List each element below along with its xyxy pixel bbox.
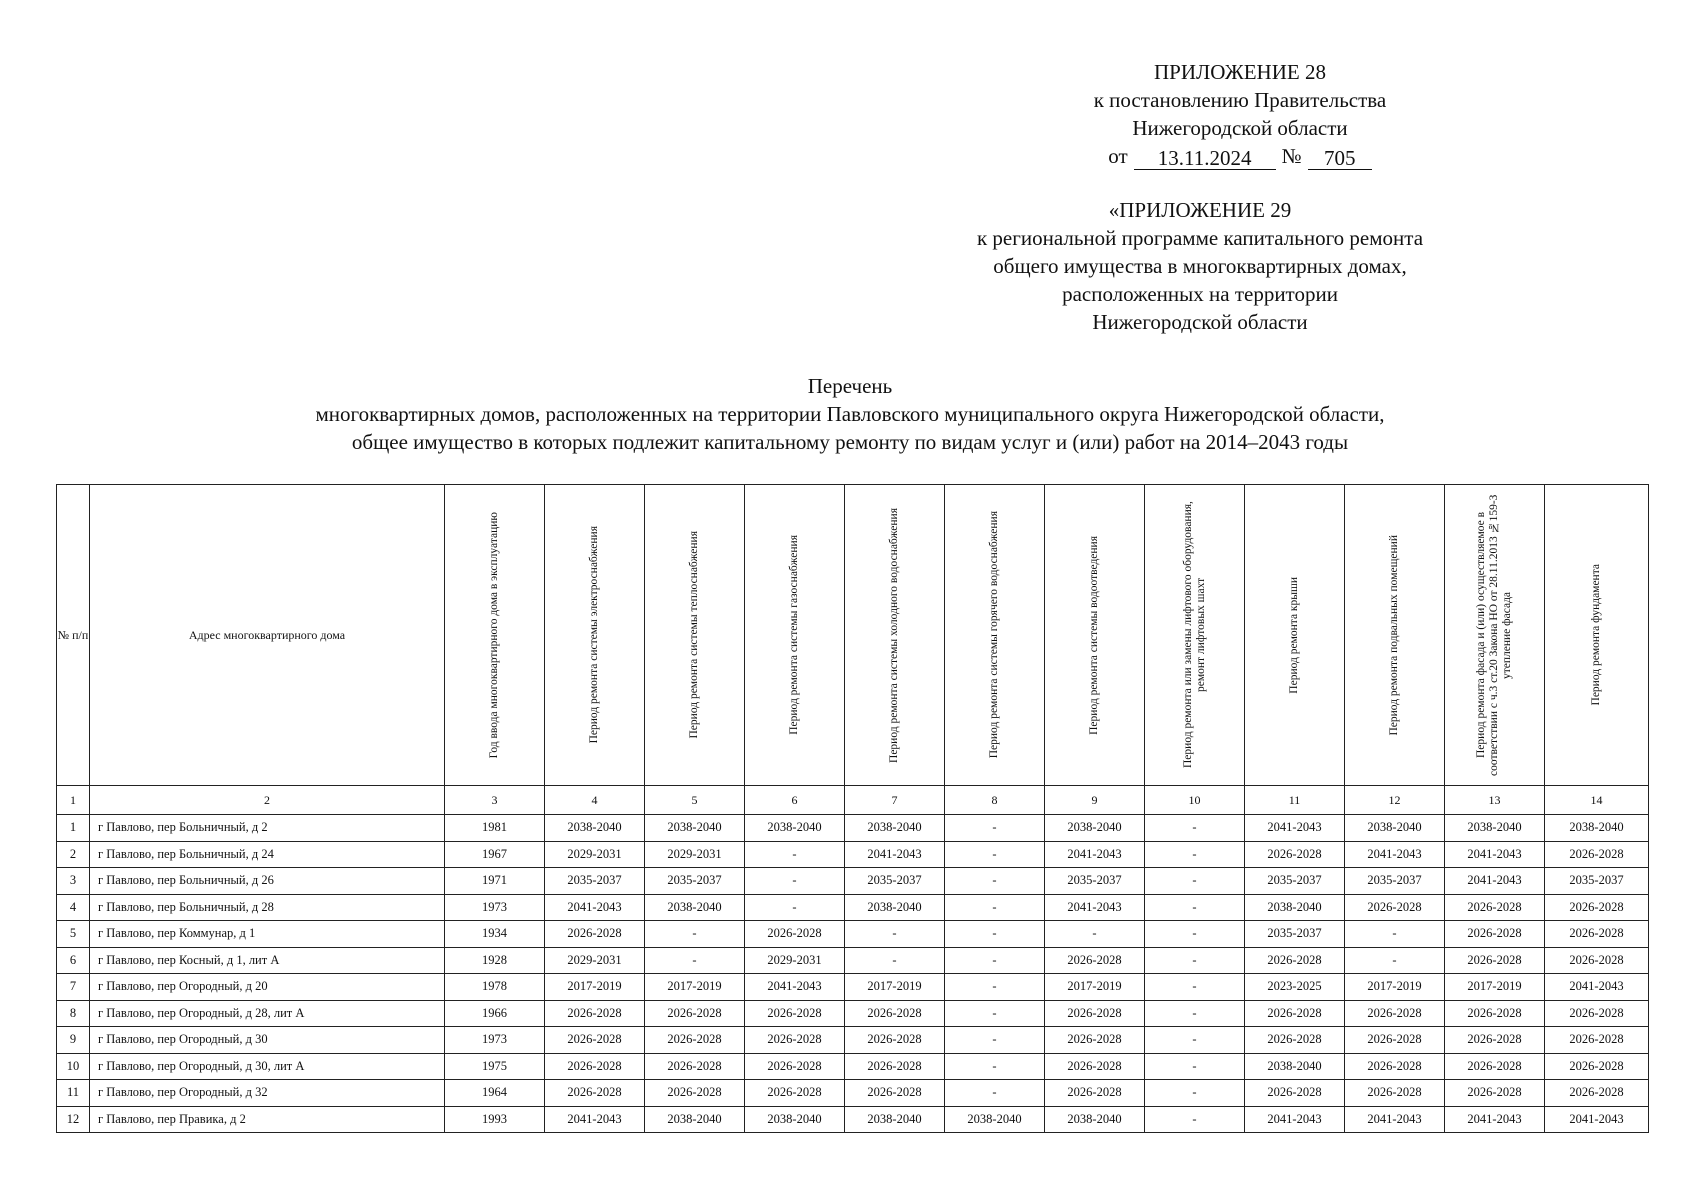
period-cell: -: [945, 1080, 1045, 1107]
period-cell: 2026-2028: [1345, 1027, 1445, 1054]
period-cell: 2026-2028: [545, 921, 645, 948]
address-cell: г Павлово, пер Огородный, д 28, лит А: [90, 1000, 445, 1027]
period-cell: 2026-2028: [1045, 1027, 1145, 1054]
period-cell: 2041-2043: [1545, 1106, 1649, 1133]
year-cell: 1981: [445, 815, 545, 842]
period-cell: -: [1145, 921, 1245, 948]
table-row: [57, 1080, 1649, 1107]
period-cell: 2038-2040: [945, 1106, 1045, 1133]
period-cell: -: [845, 921, 945, 948]
table-row: [57, 815, 1649, 842]
period-cell: 2026-2028: [1545, 1027, 1649, 1054]
period-cell: 2026-2028: [1445, 1080, 1545, 1107]
period-cell: 2026-2028: [1245, 1027, 1345, 1054]
header-cell: Период ремонта системы горячего водоснабжения: [945, 485, 1045, 786]
column-number-row: [57, 786, 1649, 815]
header-cell: Период ремонта крыши: [1245, 485, 1345, 786]
period-cell: 2041-2043: [1445, 1106, 1545, 1133]
table-row: [57, 947, 1649, 974]
period-cell: 2029-2031: [745, 947, 845, 974]
year-cell: 1967: [445, 841, 545, 868]
period-cell: 2038-2040: [1245, 1053, 1345, 1080]
address-cell: г Павлово, пер Больничный, д 28: [90, 894, 445, 921]
row-number-cell: 3: [57, 868, 90, 895]
houses-table: [56, 484, 1649, 1133]
period-cell: 2026-2028: [1545, 1053, 1649, 1080]
period-cell: 2041-2043: [1045, 894, 1145, 921]
heading-title: Перечень: [807, 374, 893, 398]
address-cell: г Павлово, пер Правика, д 2: [90, 1106, 445, 1133]
period-cell: 2026-2028: [1245, 1000, 1345, 1027]
period-cell: -: [945, 1000, 1045, 1027]
column-number: 13: [1445, 786, 1545, 815]
period-cell: 2041-2043: [1345, 1106, 1445, 1133]
period-cell: -: [1145, 841, 1245, 868]
period-cell: 2017-2019: [1445, 974, 1545, 1001]
period-cell: 2026-2028: [845, 1053, 945, 1080]
header-cell: № п/п: [57, 485, 90, 786]
row-number-cell: 11: [57, 1080, 90, 1107]
table-header-row: [57, 485, 1649, 786]
period-cell: 2038-2040: [1445, 815, 1545, 842]
period-cell: 2041-2043: [1445, 868, 1545, 895]
column-number: 1: [57, 786, 90, 815]
row-number-cell: 8: [57, 1000, 90, 1027]
period-cell: 2017-2019: [1045, 974, 1145, 1001]
period-cell: 2026-2028: [645, 1027, 745, 1054]
period-cell: -: [945, 1027, 1045, 1054]
period-cell: 2026-2028: [745, 1080, 845, 1107]
row-number-cell: 4: [57, 894, 90, 921]
period-cell: 2038-2040: [745, 815, 845, 842]
period-cell: 2026-2028: [1445, 921, 1545, 948]
period-cell: 2017-2019: [1345, 974, 1445, 1001]
period-cell: 2029-2031: [645, 841, 745, 868]
period-cell: -: [645, 947, 745, 974]
period-cell: -: [1145, 894, 1245, 921]
period-cell: 2026-2028: [1345, 894, 1445, 921]
header-cell: Адрес многоквартирного дома: [90, 485, 445, 786]
appendix-28-date-line: [1108, 142, 1371, 170]
period-cell: 2017-2019: [645, 974, 745, 1001]
period-cell: 2041-2043: [1345, 841, 1445, 868]
period-cell: 2038-2040: [1245, 894, 1345, 921]
period-cell: 2026-2028: [1445, 894, 1545, 921]
period-cell: 2038-2040: [645, 815, 745, 842]
column-number: 14: [1545, 786, 1649, 815]
period-cell: 2041-2043: [845, 841, 945, 868]
column-number: 3: [445, 786, 545, 815]
year-cell: 1966: [445, 1000, 545, 1027]
period-cell: 2035-2037: [645, 868, 745, 895]
period-cell: 2026-2028: [1445, 1000, 1545, 1027]
address-cell: г Павлово, пер Огородный, д 30, лит А: [90, 1053, 445, 1080]
period-cell: 2041-2043: [745, 974, 845, 1001]
period-cell: -: [1145, 868, 1245, 895]
period-cell: -: [1345, 921, 1445, 948]
period-cell: 2026-2028: [545, 1027, 645, 1054]
appendix-29-line3: общего имущества в многоквартирных домах,: [993, 254, 1407, 278]
period-cell: -: [845, 947, 945, 974]
period-cell: -: [945, 947, 1045, 974]
period-cell: 2026-2028: [1445, 1053, 1545, 1080]
period-cell: -: [945, 868, 1045, 895]
period-cell: 2038-2040: [845, 815, 945, 842]
row-number-cell: 7: [57, 974, 90, 1001]
period-cell: 2035-2037: [1545, 868, 1649, 895]
period-cell: 2026-2028: [745, 921, 845, 948]
period-cell: 2026-2028: [1045, 1080, 1145, 1107]
row-number-cell: 6: [57, 947, 90, 974]
header-cell: Год ввода многоквартирного дома в эксплуатацию: [445, 485, 545, 786]
period-cell: 2035-2037: [1345, 868, 1445, 895]
period-cell: -: [1145, 815, 1245, 842]
period-cell: 2026-2028: [1345, 1053, 1445, 1080]
appendix-28-block: [1020, 58, 1460, 170]
period-cell: -: [945, 815, 1045, 842]
period-cell: 2026-2028: [645, 1080, 745, 1107]
period-cell: 2035-2037: [1245, 868, 1345, 895]
address-cell: г Павлово, пер Больничный, д 26: [90, 868, 445, 895]
table-row: [57, 974, 1649, 1001]
appendix-29-line2: к региональной программе капитального ремонта: [976, 226, 1424, 250]
period-cell: -: [1345, 947, 1445, 974]
number-sign: №: [1281, 144, 1302, 168]
year-cell: 1975: [445, 1053, 545, 1080]
table-row: [57, 1106, 1649, 1133]
period-cell: 2029-2031: [545, 841, 645, 868]
appendix-29-line4: расположенных на территории: [1062, 282, 1338, 306]
period-cell: 2026-2028: [1545, 894, 1649, 921]
column-number: 9: [1045, 786, 1145, 815]
year-cell: 1973: [445, 1027, 545, 1054]
column-number: 7: [845, 786, 945, 815]
column-number: 6: [745, 786, 845, 815]
period-cell: 2026-2028: [1045, 1053, 1145, 1080]
period-cell: 2035-2037: [1245, 921, 1345, 948]
address-cell: г Павлово, пер Огородный, д 32: [90, 1080, 445, 1107]
period-cell: 2026-2028: [1445, 1027, 1545, 1054]
period-cell: 2035-2037: [845, 868, 945, 895]
period-cell: 2038-2040: [1045, 815, 1145, 842]
period-cell: 2038-2040: [845, 894, 945, 921]
year-cell: 1978: [445, 974, 545, 1001]
table-row: [57, 841, 1649, 868]
table-row: [57, 921, 1649, 948]
address-cell: г Павлово, пер Больничный, д 2: [90, 815, 445, 842]
appendix-28-title: ПРИЛОЖЕНИЕ 28: [1154, 60, 1326, 84]
appendix-28-line2: к постановлению Правительства: [1093, 88, 1387, 112]
period-cell: -: [1145, 1000, 1245, 1027]
period-cell: -: [945, 974, 1045, 1001]
decree-number: 705: [1308, 147, 1372, 170]
address-cell: г Павлово, пер Огородный, д 30: [90, 1027, 445, 1054]
period-cell: 2026-2028: [845, 1080, 945, 1107]
appendix-29-title: «ПРИЛОЖЕНИЕ 29: [1108, 198, 1292, 222]
column-number: 10: [1145, 786, 1245, 815]
period-cell: 2041-2043: [1545, 974, 1649, 1001]
year-cell: 1993: [445, 1106, 545, 1133]
period-cell: 2038-2040: [1545, 815, 1649, 842]
period-cell: -: [1145, 1053, 1245, 1080]
period-cell: 2026-2028: [645, 1000, 745, 1027]
period-cell: 2017-2019: [545, 974, 645, 1001]
period-cell: 2026-2028: [745, 1000, 845, 1027]
column-number: 11: [1245, 786, 1345, 815]
period-cell: 2038-2040: [645, 1106, 745, 1133]
period-cell: 2029-2031: [545, 947, 645, 974]
year-cell: 1973: [445, 894, 545, 921]
header-cell: Период ремонта системы водоотведения: [1045, 485, 1145, 786]
period-cell: 2026-2028: [1245, 947, 1345, 974]
period-cell: 2038-2040: [1345, 815, 1445, 842]
period-cell: 2026-2028: [1345, 1080, 1445, 1107]
row-number-cell: 2: [57, 841, 90, 868]
heading-subtitle-1: многоквартирных домов, расположенных на территории Павловского муниципального округа Нижегородской области,: [315, 402, 1385, 426]
year-cell: 1934: [445, 921, 545, 948]
appendix-29-line5: Нижегородской области: [1092, 310, 1308, 334]
heading-subtitle-2: общее имущество в которых подлежит капитальному ремонту по видам услуг и (или) работ на 2014–2043 годы: [351, 430, 1349, 454]
header-cell: Период ремонта системы газоснабжения: [745, 485, 845, 786]
period-cell: 2023-2025: [1245, 974, 1345, 1001]
period-cell: 2026-2028: [1445, 947, 1545, 974]
period-cell: -: [1145, 1080, 1245, 1107]
header-cell: Период ремонта фундамента: [1545, 485, 1649, 786]
period-cell: 2035-2037: [1045, 868, 1145, 895]
period-cell: 2038-2040: [645, 894, 745, 921]
address-cell: г Павлово, пер Огородный, д 20: [90, 974, 445, 1001]
period-cell: 2026-2028: [1545, 947, 1649, 974]
period-cell: -: [1145, 1027, 1245, 1054]
period-cell: -: [945, 1053, 1045, 1080]
table-row: [57, 1053, 1649, 1080]
header-cell: Период ремонта системы холодного водоснабжения: [845, 485, 945, 786]
header-cell: Период ремонта системы теплоснабжения: [645, 485, 745, 786]
period-cell: -: [745, 894, 845, 921]
row-number-cell: 10: [57, 1053, 90, 1080]
table-row: [57, 868, 1649, 895]
period-cell: -: [745, 841, 845, 868]
period-cell: 2041-2043: [545, 1106, 645, 1133]
period-cell: 2026-2028: [1045, 947, 1145, 974]
period-cell: 2026-2028: [745, 1053, 845, 1080]
period-cell: 2026-2028: [645, 1053, 745, 1080]
header-cell: Период ремонта системы электроснабжения: [545, 485, 645, 786]
period-cell: 2026-2028: [1245, 841, 1345, 868]
year-cell: 1964: [445, 1080, 545, 1107]
period-cell: -: [645, 921, 745, 948]
period-cell: 2026-2028: [1045, 1000, 1145, 1027]
decree-date: 13.11.2024: [1134, 147, 1276, 170]
period-cell: 2038-2040: [545, 815, 645, 842]
row-number-cell: 12: [57, 1106, 90, 1133]
period-cell: 2026-2028: [745, 1027, 845, 1054]
column-number: 2: [90, 786, 445, 815]
column-number: 8: [945, 786, 1045, 815]
table-row: [57, 1000, 1649, 1027]
period-cell: -: [1045, 921, 1145, 948]
period-cell: -: [945, 841, 1045, 868]
year-cell: 1971: [445, 868, 545, 895]
period-cell: 2026-2028: [1545, 921, 1649, 948]
period-cell: 2038-2040: [845, 1106, 945, 1133]
period-cell: 2026-2028: [1545, 1080, 1649, 1107]
row-number-cell: 1: [57, 815, 90, 842]
column-number: 4: [545, 786, 645, 815]
period-cell: 2026-2028: [1245, 1080, 1345, 1107]
period-cell: 2026-2028: [1545, 841, 1649, 868]
period-cell: 2026-2028: [545, 1080, 645, 1107]
row-number-cell: 9: [57, 1027, 90, 1054]
period-cell: 2026-2028: [1545, 1000, 1649, 1027]
period-cell: 2026-2028: [545, 1053, 645, 1080]
header-cell: Период ремонта или замены лифтового оборудования, ремонт лифтовых шахт: [1145, 485, 1245, 786]
period-cell: 2035-2037: [545, 868, 645, 895]
date-prefix: от: [1108, 144, 1128, 168]
table-body: [57, 786, 1649, 1133]
period-cell: -: [945, 921, 1045, 948]
period-cell: 2026-2028: [845, 1000, 945, 1027]
period-cell: 2026-2028: [845, 1027, 945, 1054]
appendix-29-block: [900, 196, 1500, 336]
column-number: 12: [1345, 786, 1445, 815]
address-cell: г Павлово, пер Косный, д 1, лит А: [90, 947, 445, 974]
period-cell: 2038-2040: [745, 1106, 845, 1133]
period-cell: 2017-2019: [845, 974, 945, 1001]
header-cell: Период ремонта подвальных помещений: [1345, 485, 1445, 786]
header-cell: Период ремонта фасада и (или) осуществляемое в соответствии с ч.3 ст.20 Закона НО от 28.11.2013 №159-З утепление фасада: [1445, 485, 1545, 786]
period-cell: 2026-2028: [1345, 1000, 1445, 1027]
period-cell: -: [1145, 947, 1245, 974]
document-heading: [60, 372, 1640, 456]
period-cell: -: [745, 868, 845, 895]
period-cell: 2041-2043: [545, 894, 645, 921]
period-cell: 2041-2043: [1045, 841, 1145, 868]
period-cell: 2041-2043: [1245, 815, 1345, 842]
table-row: [57, 1027, 1649, 1054]
column-number: 5: [645, 786, 745, 815]
year-cell: 1928: [445, 947, 545, 974]
period-cell: -: [1145, 974, 1245, 1001]
table-row: [57, 894, 1649, 921]
appendix-28-line3: Нижегородской области: [1132, 116, 1348, 140]
period-cell: -: [1145, 1106, 1245, 1133]
period-cell: 2038-2040: [1045, 1106, 1145, 1133]
period-cell: 2026-2028: [545, 1000, 645, 1027]
address-cell: г Павлово, пер Больничный, д 24: [90, 841, 445, 868]
period-cell: 2041-2043: [1445, 841, 1545, 868]
period-cell: -: [945, 894, 1045, 921]
row-number-cell: 5: [57, 921, 90, 948]
period-cell: 2041-2043: [1245, 1106, 1345, 1133]
address-cell: г Павлово, пер Коммунар, д 1: [90, 921, 445, 948]
